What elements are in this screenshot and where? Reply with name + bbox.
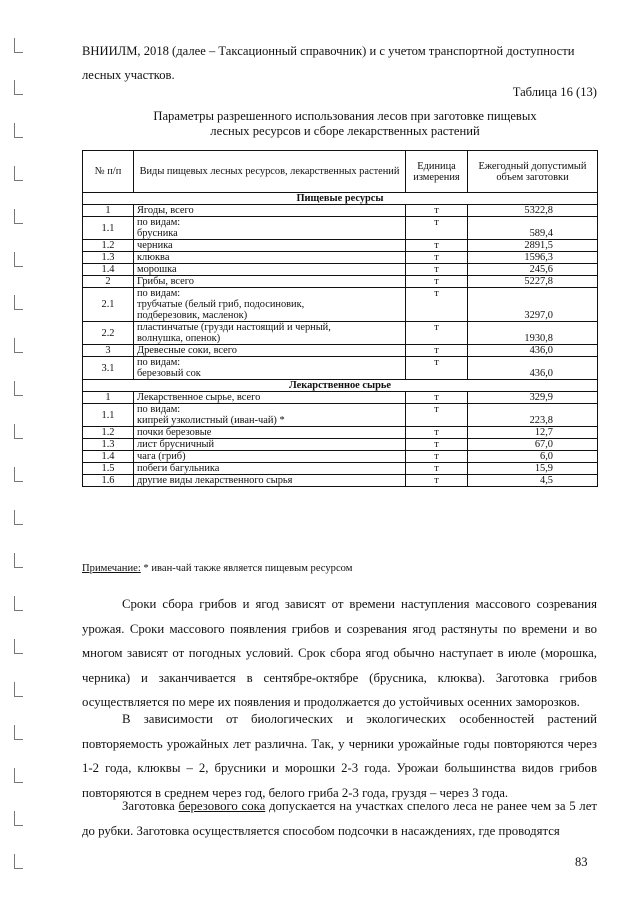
- row-resource-name: [134, 463, 406, 475]
- para3-link: березового сока: [178, 799, 266, 813]
- row-number: 1.3: [83, 252, 134, 264]
- row-volume: 5322,8: [468, 205, 598, 217]
- margin-mark: [14, 338, 23, 353]
- table-label: Таблица 16 (13): [512, 85, 597, 99]
- table-row: [83, 205, 598, 217]
- row-number: 3.1: [83, 357, 134, 380]
- row-unit: т: [406, 264, 468, 276]
- table-row: [83, 392, 598, 404]
- margin-mark: [14, 467, 23, 482]
- row-number: 1.2: [83, 427, 134, 439]
- header-num: № п/п: [83, 151, 134, 193]
- table-header-row: [83, 151, 598, 193]
- row-volume: 329,9: [468, 392, 598, 404]
- table-row: [83, 427, 598, 439]
- margin-mark: [14, 854, 23, 869]
- row-resource-name: [134, 475, 406, 487]
- row-volume: 15,9: [468, 463, 598, 475]
- resource-name-line: морошка: [137, 264, 177, 275]
- note-text: * иван-чай также является пищевым ресурсом: [140, 563, 353, 574]
- resource-name-line: брусника: [137, 228, 178, 239]
- row-resource-name: [134, 217, 406, 240]
- intro-text: ВНИИЛМ, 2018 (далее – Таксационный справочник) и с учетом транспортной доступности лесных участков.: [82, 44, 575, 82]
- row-volume: 436,0: [468, 357, 598, 380]
- table-row: [83, 475, 598, 487]
- row-unit: т: [406, 427, 468, 439]
- margin-mark: [14, 295, 23, 310]
- row-unit: т: [406, 288, 468, 322]
- margin-mark: [14, 682, 23, 697]
- table-row: [83, 240, 598, 252]
- row-unit: т: [406, 322, 468, 345]
- section-title: Пищевые ресурсы: [83, 193, 598, 205]
- paragraph-harvest-timing: Сроки сбора грибов и ягод зависят от времени наступления массового созревания урожая. Сроки массового появления грибов и созревания ягод растянуты по времени и во многом зависят от погодных условий. Срок сбора ягод обычно наступает в июле (морошка, черника) и заканчивается в сентябре-октябре (брусника, клюква). Заготовка грибов осуществляется по мере их появления и продолжается до устойчивых осенних заморозков.: [82, 597, 597, 710]
- row-volume: 589,4: [468, 217, 598, 240]
- table-body: [83, 193, 598, 487]
- row-resource-name: [134, 276, 406, 288]
- row-number: 1.4: [83, 264, 134, 276]
- margin-mark: [14, 510, 23, 525]
- table-row: [83, 451, 598, 463]
- resource-name-line: побеги багульника: [137, 463, 220, 474]
- table-note: [82, 563, 352, 574]
- table-section-row: [83, 193, 598, 205]
- paragraph-birch-sap: [82, 794, 597, 843]
- row-unit: т: [406, 205, 468, 217]
- resource-name-line: по видам:: [137, 404, 181, 415]
- table-row: [83, 345, 598, 357]
- row-number: 1: [83, 392, 134, 404]
- row-number: 2: [83, 276, 134, 288]
- table-row: [83, 252, 598, 264]
- row-volume: 1596,3: [468, 252, 598, 264]
- row-volume: 223,8: [468, 404, 598, 427]
- row-unit: т: [406, 217, 468, 240]
- row-resource-name: [134, 205, 406, 217]
- row-resource-name: [134, 357, 406, 380]
- row-unit: т: [406, 475, 468, 487]
- table-row: [83, 217, 598, 240]
- resource-name-line: березовый сок: [137, 368, 201, 379]
- resource-name-line: подберезовик, масленок): [137, 310, 248, 321]
- row-resource-name: [134, 264, 406, 276]
- margin-mark: [14, 252, 23, 267]
- resource-name-line: Древесные соки, всего: [137, 345, 237, 356]
- resource-name-line: волнушка, опенок): [137, 333, 221, 344]
- margin-mark: [14, 209, 23, 224]
- resource-name-line: пластинчатые (грузди настоящий и черный,: [137, 322, 331, 333]
- para3-start: Заготовка: [122, 799, 179, 813]
- resource-name-line: Ягоды, всего: [137, 205, 194, 216]
- row-unit: т: [406, 451, 468, 463]
- margin-mark: [14, 639, 23, 654]
- row-resource-name: [134, 439, 406, 451]
- resource-name-line: чага (гриб): [137, 451, 186, 462]
- margin-mark: [14, 166, 23, 181]
- table-row: [83, 288, 598, 322]
- margin-mark: [14, 768, 23, 783]
- row-number: 2.1: [83, 288, 134, 322]
- margin-mark: [14, 725, 23, 740]
- row-resource-name: [134, 427, 406, 439]
- row-number: 1.5: [83, 463, 134, 475]
- row-volume: 5227,8: [468, 276, 598, 288]
- resource-name-line: по видам:: [137, 288, 181, 299]
- row-volume: 2891,5: [468, 240, 598, 252]
- table-row: [83, 264, 598, 276]
- row-number: 2.2: [83, 322, 134, 345]
- row-volume: 12,7: [468, 427, 598, 439]
- row-volume: 436,0: [468, 345, 598, 357]
- table-row: [83, 439, 598, 451]
- resource-name-line: почки березовые: [137, 427, 212, 438]
- resource-name-line: трубчатые (белый гриб, подосиновик,: [137, 299, 305, 310]
- row-unit: т: [406, 463, 468, 475]
- row-unit: т: [406, 404, 468, 427]
- page-number: 83: [575, 855, 588, 869]
- row-number: 1.1: [83, 217, 134, 240]
- margin-mark: [14, 424, 23, 439]
- resource-name-line: черника: [137, 240, 173, 251]
- table-row: [83, 322, 598, 345]
- row-number: 3: [83, 345, 134, 357]
- paragraph-yield-frequency: В зависимости от биологических и экологических особенностей растений повторяемость урожайных лет различна. Так, у черники урожайные годы повторяются через 1-2 года, клюквы – 2, брусники и морошки 2-3 года. Урожаи большинства видов грибов повторяются в среднем через год, белого гриба 2-3 года, груздя – через 3 года.: [82, 712, 597, 800]
- resource-name-line: Грибы, всего: [137, 276, 194, 287]
- parameters-table: [82, 150, 598, 487]
- margin-mark: [14, 596, 23, 611]
- row-number: 1.1: [83, 404, 134, 427]
- row-unit: т: [406, 276, 468, 288]
- resource-name-line: по видам:: [137, 217, 181, 228]
- row-volume: 4,5: [468, 475, 598, 487]
- row-unit: т: [406, 252, 468, 264]
- row-volume: 67,0: [468, 439, 598, 451]
- header-volume: Ежегодный допустимый объем заготовки: [468, 151, 598, 193]
- row-volume: 245,6: [468, 264, 598, 276]
- resource-name-line: другие виды лекарственного сырья: [137, 475, 293, 486]
- row-number: 1.6: [83, 475, 134, 487]
- row-volume: 1930,8: [468, 322, 598, 345]
- row-unit: т: [406, 345, 468, 357]
- row-volume: 6,0: [468, 451, 598, 463]
- row-resource-name: [134, 451, 406, 463]
- table-row: [83, 276, 598, 288]
- table-row: [83, 404, 598, 427]
- binding-margin-marks: [14, 0, 24, 905]
- row-unit: т: [406, 357, 468, 380]
- table-title: Параметры разрешенного использования лесов при заготовке пищевых лесных ресурсов и сборе лекарственных растений: [153, 109, 537, 138]
- table-row: [83, 357, 598, 380]
- row-number: 1: [83, 205, 134, 217]
- resource-name-line: по видам:: [137, 357, 181, 368]
- row-resource-name: [134, 322, 406, 345]
- row-unit: т: [406, 392, 468, 404]
- para3-end: допускается на участках спелого леса не ранее чем за 5 лет до рубки. Заготовка осуществляется способом подсочки в насаждениях, где проводятся: [82, 799, 597, 838]
- margin-mark: [14, 123, 23, 138]
- row-resource-name: [134, 252, 406, 264]
- row-unit: т: [406, 439, 468, 451]
- header-unit: Единица измерения: [406, 151, 468, 193]
- table-section-row: [83, 380, 598, 392]
- row-unit: т: [406, 240, 468, 252]
- margin-mark: [14, 381, 23, 396]
- resource-name-line: лист брусничный: [137, 439, 215, 450]
- row-resource-name: [134, 288, 406, 322]
- row-number: 1.3: [83, 439, 134, 451]
- margin-mark: [14, 553, 23, 568]
- margin-mark: [14, 80, 23, 95]
- row-resource-name: [134, 240, 406, 252]
- row-number: 1.2: [83, 240, 134, 252]
- row-resource-name: [134, 392, 406, 404]
- resource-name-line: кипрей узколистный (иван-чай) *: [137, 415, 285, 426]
- row-number: 1.4: [83, 451, 134, 463]
- row-resource-name: [134, 404, 406, 427]
- margin-mark: [14, 811, 23, 826]
- resource-name-line: Лекарственное сырье, всего: [137, 392, 261, 403]
- margin-mark: [14, 38, 23, 53]
- resource-name-line: клюква: [137, 252, 170, 263]
- header-name: Виды пищевых лесных ресурсов, лекарственных растений: [134, 151, 406, 193]
- row-volume: 3297,0: [468, 288, 598, 322]
- section-title: Лекарственное сырье: [83, 380, 598, 392]
- table-row: [83, 463, 598, 475]
- note-label: Примечание:: [82, 563, 141, 574]
- row-resource-name: [134, 345, 406, 357]
